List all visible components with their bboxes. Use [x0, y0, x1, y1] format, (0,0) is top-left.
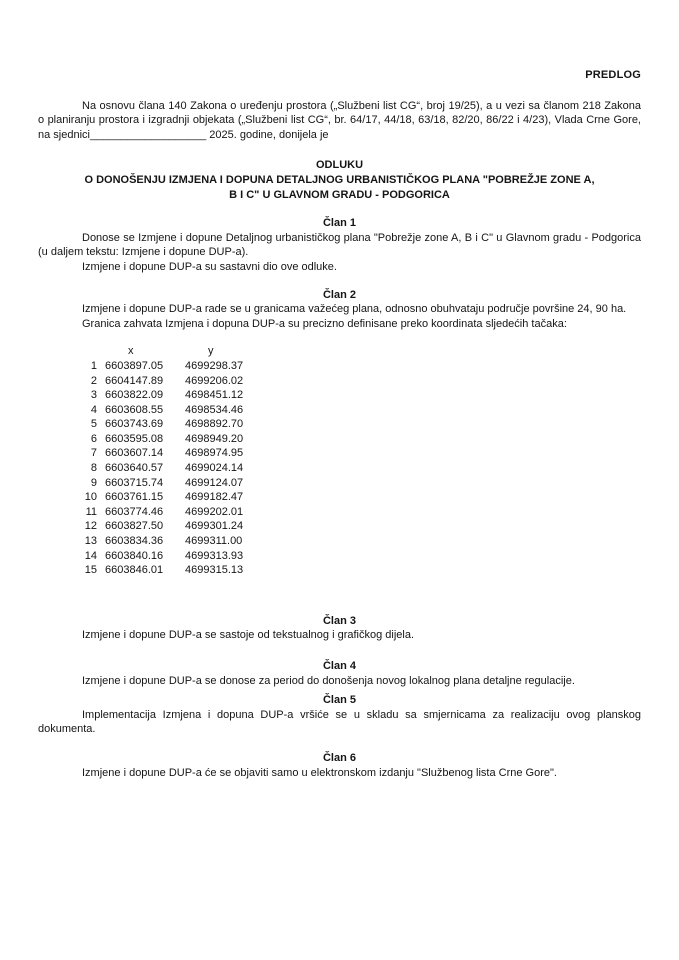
- coordinate-x: 6603607.14: [105, 447, 164, 460]
- coordinate-y: 4699024.14: [185, 462, 244, 475]
- article-2-heading: Član 2: [322, 288, 356, 301]
- decision-heading: ODLUKU: [315, 159, 364, 172]
- point-number: 9: [90, 476, 97, 489]
- coord-row: [83, 563, 641, 578]
- coord-row: [83, 549, 641, 564]
- article-1: [38, 216, 641, 274]
- coord-row: [83, 534, 641, 549]
- coord-row: [83, 417, 641, 432]
- point-number: 13: [84, 535, 97, 548]
- coord-row: [83, 476, 641, 491]
- point-number: 11: [85, 505, 97, 518]
- coord-row: [83, 403, 641, 418]
- coord-row: [83, 432, 641, 447]
- y-column-header: y: [208, 345, 214, 358]
- coordinate-y: 4698451.12: [185, 389, 244, 402]
- coordinate-x: 6603743.69: [105, 418, 164, 431]
- coordinate-y: 4699298.37: [185, 359, 244, 372]
- coordinates-table-body: [83, 359, 641, 578]
- coordinate-x: 6603640.57: [105, 462, 164, 475]
- coordinate-y: 4699124.07: [185, 476, 244, 489]
- coord-row: [83, 519, 641, 534]
- coord-row: [83, 446, 641, 461]
- article-3-paragraph: Izmjene i dopune DUP-a se sastoje od tekstualnog i grafičkog dijela.: [82, 629, 415, 642]
- article-2-paragraph: Izmjene i dopune DUP-a rade se u granicama važećeg plana, odnosno obuhvataju područje površine 24, 90 ha.: [82, 303, 627, 316]
- article-5-heading: Član 5: [322, 694, 356, 707]
- point-number: 3: [90, 389, 97, 402]
- decision-title-line-1: O DONOŠENJU IZMJENA I DOPUNA DETALJNOG URBANISTIČKOG PLANA "POBREŽJE ZONE A,: [84, 173, 595, 186]
- coordinate-y: 4699301.24: [185, 520, 244, 533]
- coordinate-y: 4699202.01: [185, 505, 244, 518]
- point-number: 1: [90, 359, 97, 372]
- coordinate-x: 6603774.46: [105, 505, 164, 518]
- coordinate-y: 4699182.47: [185, 491, 244, 504]
- point-number: 15: [84, 564, 97, 577]
- coordinate-y: 4698974.95: [185, 447, 244, 460]
- article-1-heading: Član 1: [322, 217, 356, 230]
- coordinate-x: 6603897.05: [105, 359, 164, 372]
- article-3: [38, 614, 641, 643]
- article-1-paragraph: Izmjene i dopune DUP-a su sastavni dio ove odluke.: [82, 260, 337, 273]
- article-4: [38, 659, 641, 688]
- point-number: 12: [84, 520, 97, 533]
- coord-row: [83, 461, 641, 476]
- point-number: 5: [90, 418, 97, 431]
- point-number: 4: [90, 403, 97, 416]
- coordinate-x: 6604147.89: [105, 374, 164, 387]
- article-3-heading: Član 3: [322, 614, 356, 627]
- coordinates-table: [83, 344, 641, 578]
- coordinate-x: 6603595.08: [105, 432, 164, 445]
- coord-row: [83, 505, 641, 520]
- article-5-paragraph: Implementacija Izmjena i dopuna DUP-a vršiće se u skladu sa smjernicama za realizaciju ovog planskog dokumenta.: [38, 708, 641, 736]
- coordinate-x: 6603846.01: [105, 564, 164, 577]
- coordinate-x: 6603761.15: [105, 491, 164, 504]
- article-4-paragraph: Izmjene i dopune DUP-a se donose za period do donošenja novog lokalnog plana detaljne regulacije.: [82, 674, 575, 687]
- point-number: 8: [90, 462, 97, 475]
- article-6-heading: Član 6: [322, 751, 356, 764]
- article-1-paragraph: Donose se Izmjene i dopune Detaljnog urbanističkog plana "Pobrežje zone A, B i C" u Glavnom gradu - Podgorica (u daljem tekstu: Izmjene i dopune DUP-a).: [38, 231, 641, 259]
- point-number: 10: [84, 491, 97, 504]
- coordinate-y: 4698534.46: [185, 403, 244, 416]
- coordinate-x: 6603834.36: [105, 535, 164, 548]
- point-number: 2: [90, 374, 97, 387]
- coordinate-y: 4699206.02: [185, 374, 244, 387]
- coordinate-x: 6603608.55: [105, 403, 164, 416]
- coord-row: [83, 359, 641, 374]
- point-number: 14: [84, 549, 97, 562]
- coordinate-y: 4699311.00: [185, 535, 243, 548]
- preamble-paragraph: Na osnovu člana 140 Zakona o uređenju prostora („Službeni list CG“, broj 19/25), a u vezi sa članom 218 Zakona o planiranju prostora i izgradnji objekata („Službeni list CG“, br. 64/17, 44/18, 63/18, 82/20, 86/22 i 4/23), Vlada Crne Gore, na sjednici___________________ 2025. godine, donijela je: [38, 99, 641, 141]
- x-column-header: x: [128, 345, 134, 358]
- article-2-paragraph: Granica zahvata Izmjena i dopuna DUP-a su precizno definisane preko koordinata sljedećih tačaka:: [82, 317, 567, 330]
- document-label: PREDLOG: [585, 69, 641, 81]
- coordinate-x: 6603827.50: [105, 520, 164, 533]
- point-number-header: [83, 344, 106, 359]
- coordinate-y: 4698892.70: [185, 418, 244, 431]
- coord-row: [83, 374, 641, 389]
- point-number: 7: [90, 447, 97, 460]
- coordinate-x: 6603840.16: [105, 549, 164, 562]
- article-6-paragraph: Izmjene i dopune DUP-a će se objaviti samo u elektronskom izdanju "Službenog lista Crne Gore".: [82, 766, 557, 779]
- article-5: [38, 693, 641, 737]
- article-6: [38, 751, 641, 780]
- coord-row: [83, 388, 641, 403]
- coordinate-x: 6603715.74: [105, 476, 164, 489]
- coord-row: [83, 490, 641, 505]
- decision-title-line-2: B I C" U GLAVNOM GRADU - PODGORICA: [229, 188, 450, 201]
- point-number: 6: [90, 432, 97, 445]
- coordinate-y: 4699313.93: [185, 549, 244, 562]
- coordinate-x: 6603822.09: [105, 389, 164, 402]
- coordinate-y: 4699315.13: [185, 564, 244, 577]
- article-2: [38, 288, 641, 332]
- coordinate-y: 4698949.20: [185, 432, 244, 445]
- article-4-heading: Član 4: [322, 660, 356, 672]
- coordinates-table-header: [83, 344, 641, 359]
